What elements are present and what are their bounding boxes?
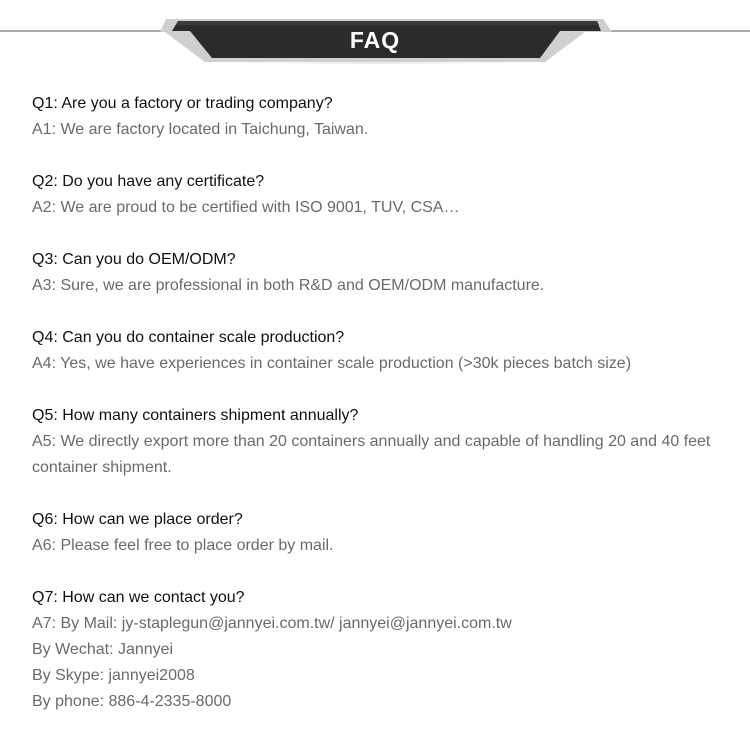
faq-item (32, 325, 732, 377)
faq-answer: A4: Yes, we have experiences in container scale production (>30k pieces batch size) (32, 355, 632, 372)
faq-question: Q6: How can we place order? (32, 511, 243, 528)
faq-answer: A6: Please feel free to place order by mail. (32, 537, 334, 554)
faq-item (32, 247, 732, 299)
faq-item (32, 91, 732, 143)
faq-item (32, 585, 732, 715)
faq-item (32, 507, 732, 559)
faq-answer: By phone: 886-4-2335-8000 (32, 693, 232, 710)
faq-question: Q4: Can you do container scale production? (32, 329, 345, 346)
faq-question: Q2: Do you have any certificate? (32, 173, 265, 190)
faq-answer: A7: By Mail: jy-staplegun@jannyei.com.tw/ jannyei@jannyei.com.tw (32, 615, 512, 632)
faq-question: Q3: Can you do OEM/ODM? (32, 251, 236, 268)
faq-answer: By Skype: jannyei2008 (32, 667, 195, 684)
faq-answer: A1: We are factory located in Taichung, Taiwan. (32, 121, 369, 138)
banner-top (176, 21, 599, 25)
page-title: FAQ (349, 27, 401, 53)
faq-question: Q1: Are you a factory or trading company? (32, 95, 333, 112)
faq-answer: By Wechat: Jannyei (32, 641, 174, 658)
faq-answer: A3: Sure, we are professional in both R&D and OEM/ODM manufacture. (32, 277, 545, 294)
faq-answer: A2: We are proud to be certified with ISO 9001, TUV, CSA… (32, 199, 460, 216)
faq-answer: A5: We directly export more than 20 containers annually and capable of handling 20 and 40 feet container shipment. (32, 433, 711, 476)
faq-header (0, 0, 750, 80)
faq-item (32, 169, 732, 221)
faq-question: Q5: How many containers shipment annually? (32, 407, 359, 424)
faq-question: Q7: How can we contact you? (32, 589, 245, 606)
faq-item (32, 403, 732, 481)
faq-list (32, 91, 732, 741)
